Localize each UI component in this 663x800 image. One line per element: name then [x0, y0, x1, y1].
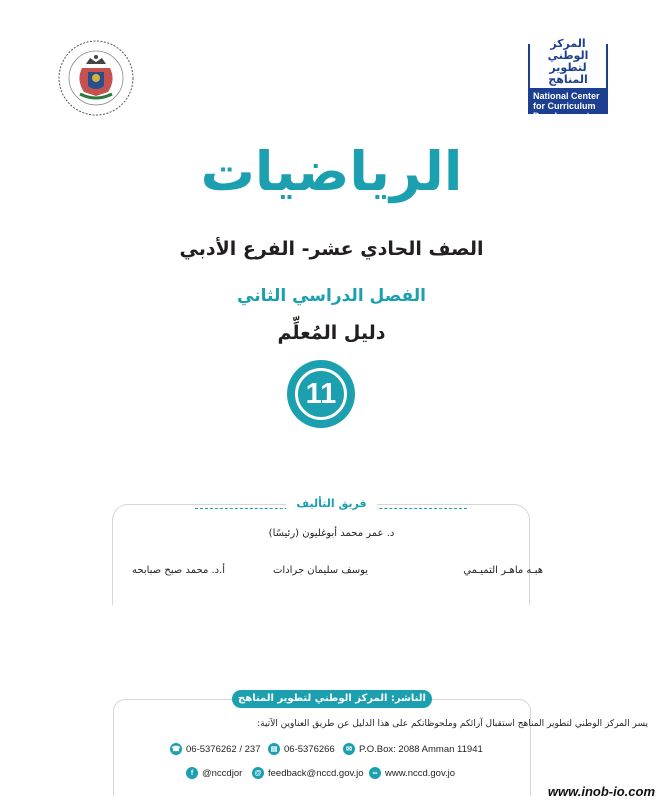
phone-icon: ☎ [170, 743, 182, 755]
email-text: feedback@nccd.gov.jo [268, 767, 364, 779]
teacher-guide-label: دليل المُعلِّم [277, 322, 386, 344]
at-sign-icon: @ [252, 767, 264, 779]
publisher-note: يسر المركز الوطني لتطوير المناهج استقبال آرائكم وملحوظاتكم على هذا الدليل عن طريق العناوين الآتية: [257, 719, 648, 729]
logo-en-line3: Development [533, 111, 590, 121]
author-lead: د. عمر محمد أبوغليون (رئيسًا) [268, 528, 395, 539]
logo-ar-name [530, 37, 606, 88]
contact-pobox [343, 743, 483, 755]
watermark: www.inob-io.com [547, 784, 655, 799]
logo-en-line1: National Center [533, 91, 600, 101]
grade-number: 11 [295, 368, 347, 420]
logo-ar-line1: المركز الوطني [547, 37, 589, 62]
contact-fax [268, 743, 335, 755]
contact-email[interactable] [252, 767, 364, 779]
contact-website[interactable] [369, 767, 455, 779]
link-icon: ∞ [369, 767, 381, 779]
publisher-label: الناشر: المركز الوطني لتطوير المناهج [232, 690, 432, 708]
semester-line: الفصل الدراسي الثاني [237, 286, 426, 306]
logo-ar-line2: لتطوير المناهج [548, 61, 588, 86]
contact-facebook[interactable] [186, 767, 242, 779]
book-title: الرياضيات [200, 140, 463, 203]
pobox-text: P.O.Box: 2088 Amman 11941 [359, 743, 483, 755]
grade-line: الصف الحادي عشر- الفرع الأدبي [179, 238, 484, 260]
ministry-emblem [56, 38, 136, 118]
author-member: أ.د. محمد صبح صبابحه [132, 565, 226, 576]
grade-number-badge [287, 360, 355, 428]
facebook-text: @nccdjor [202, 767, 243, 779]
facebook-icon: f [186, 767, 198, 779]
authors-label: فريق التأليف [286, 497, 376, 510]
contact-phone [170, 743, 260, 755]
phone-text: 06-5376262 / 237 [186, 743, 261, 755]
mailbox-icon: ✉ [343, 743, 355, 755]
fax-icon: ▤ [268, 743, 280, 755]
author-member: هبـه ماهـر التميـمي [463, 565, 543, 576]
ncdd-logo [528, 37, 608, 121]
authors-box [112, 504, 530, 605]
fax-text: 06-5376266 [284, 743, 335, 755]
authors-heading [0, 492, 663, 511]
author-member: يوسف سليمان جرادات [273, 565, 369, 576]
logo-en-line2: for Curriculum [533, 101, 596, 111]
crown-emblem-icon [56, 38, 136, 118]
website-text: www.nccd.gov.jo [385, 767, 456, 779]
